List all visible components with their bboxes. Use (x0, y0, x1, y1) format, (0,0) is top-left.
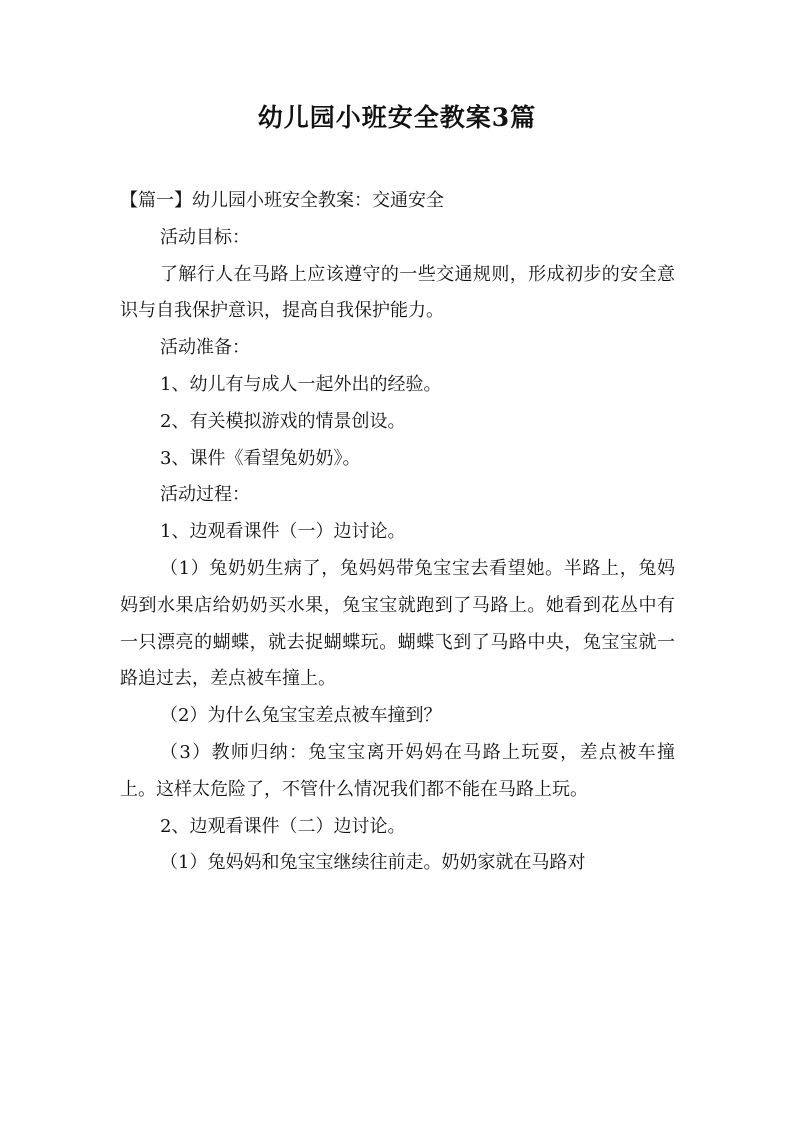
paragraph: 活动准备： (160, 337, 250, 359)
paragraph: 2、有关模拟游戏的情景创设。 (160, 410, 406, 432)
section-heading: 【篇一】幼儿园小班安全教案：交通安全 (120, 190, 444, 211)
paragraph: 1、边观看课件（一）边讨论。 (160, 521, 406, 543)
paragraph: （1）兔奶奶生病了，兔妈妈带兔宝宝去看望她。半路上，兔妈妈到水果店给奶奶买水果，兔宝宝就跑到了马路上。她看到花丛中有一只漂亮的蝴蝶，就去捉蝴蝶玩。蝴蝶飞到了马路中央，兔宝宝就一路追过去，差点被车撞上。 (120, 557, 675, 690)
document-title: 幼儿园小班安全教案3篇 (257, 103, 537, 132)
paragraph: 了解行人在马路上应该遵守的一些交通规则，形成初步的安全意识与自我保护意识，提高自我保护能力。 (120, 263, 675, 322)
paragraph: （3）教师归纳：兔宝宝离开妈妈在马路上玩耍，差点被车撞上。这样太危险了，不管什么情况我们都不能在马路上玩。 (120, 741, 675, 800)
paragraph: 活动目标： (160, 226, 250, 248)
paragraph: 活动过程： (160, 484, 250, 506)
paragraph: 3、课件《看望兔奶奶》。 (160, 447, 361, 469)
paragraph: （2）为什么兔宝宝差点被车撞到？ (160, 705, 442, 727)
paragraph: （1）兔妈妈和兔宝宝继续往前走。奶奶家就在马路对 (160, 852, 586, 874)
paragraph: 1、幼儿有与成人一起外出的经验。 (160, 373, 442, 395)
paragraph: 2、边观看课件（二）边讨论。 (160, 815, 406, 837)
document-body (120, 183, 675, 882)
